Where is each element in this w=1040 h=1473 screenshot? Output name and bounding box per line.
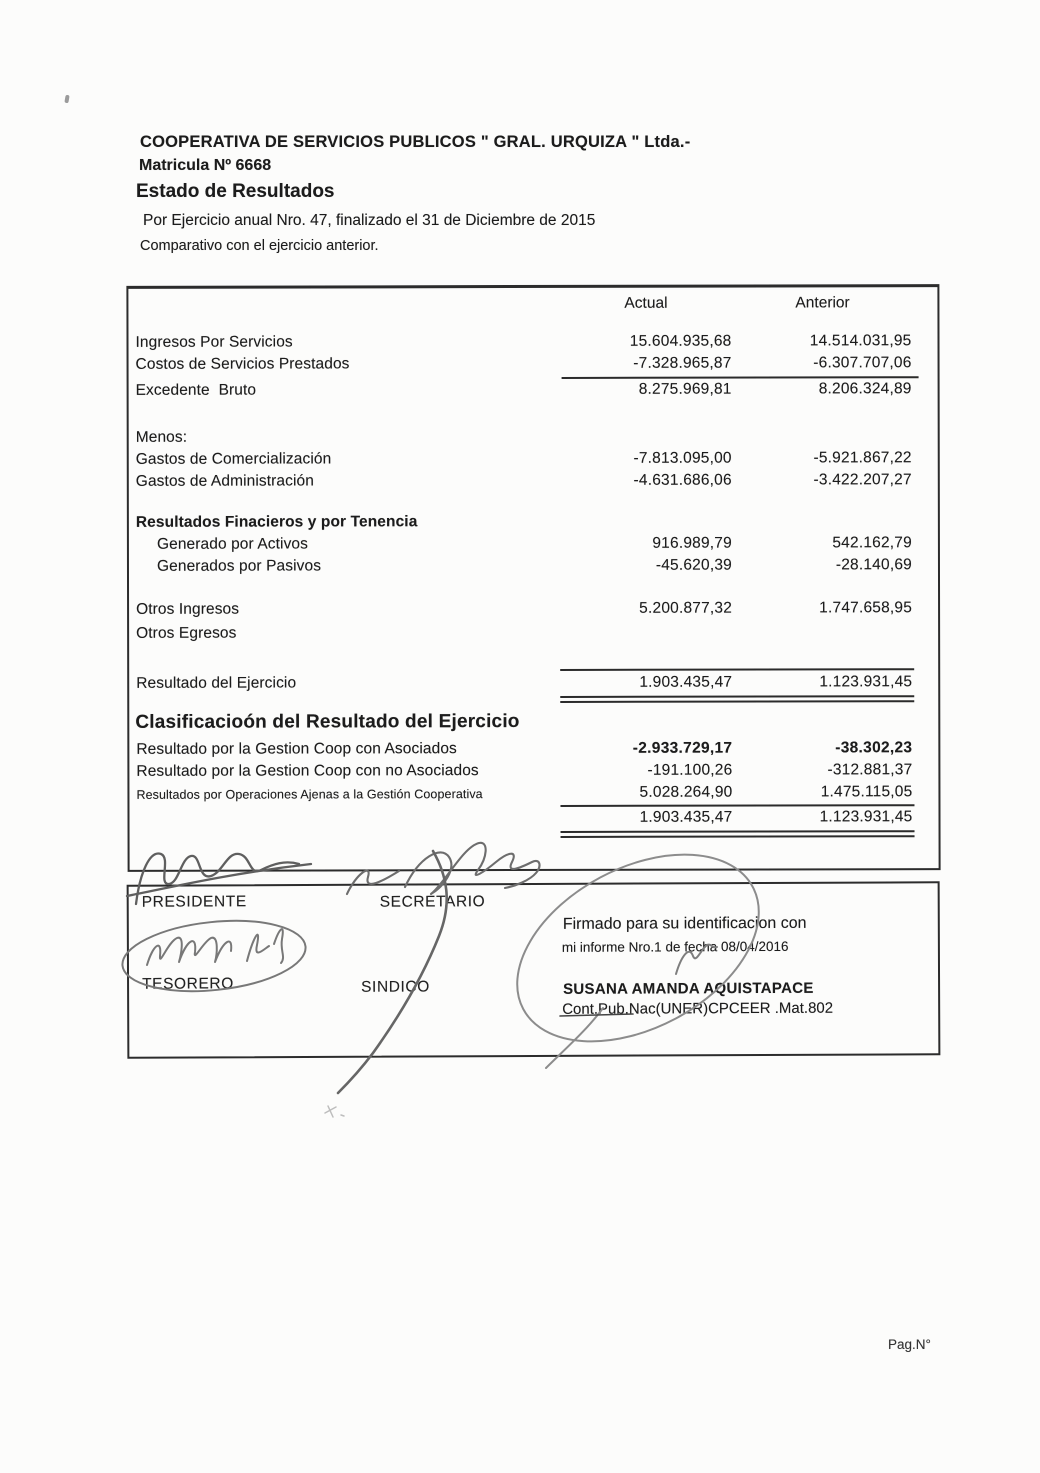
amount-anterior: 1.475.115,05 <box>820 783 913 801</box>
section-label: Resultados Finacieros y por Tenencia <box>135 513 418 531</box>
row-label: Generados por Pasivos <box>156 557 322 575</box>
classification-rule <box>560 804 914 807</box>
row-label: Menos: <box>135 428 188 446</box>
statement-row <box>129 673 938 695</box>
row-label: Resultados por Operaciones Ajenas a la Gestión Cooperativa <box>136 787 483 802</box>
amount-actual: 5.028.264,90 <box>639 783 733 801</box>
amount-actual: 916.989,79 <box>652 534 732 552</box>
statement-row <box>129 783 938 805</box>
amount-actual: 1.903.435,47 <box>639 808 733 826</box>
statement-row <box>129 427 938 449</box>
statement-row <box>129 599 938 621</box>
row-label: Otros Egresos <box>136 624 237 642</box>
amount-anterior: -28.140,69 <box>835 556 912 574</box>
amount-actual: 5.200.877,32 <box>639 599 733 617</box>
role-label-sindico: SINDICO <box>361 978 430 996</box>
statement-row <box>129 380 938 402</box>
row-label: Resultado del Ejercicio <box>136 674 297 692</box>
amount-anterior: -6.307.707,06 <box>813 354 912 372</box>
amount-anterior: 8.206.324,89 <box>818 380 912 398</box>
role-label-tesorero: TESORERO <box>142 975 234 993</box>
amount-actual: -191.100,26 <box>647 761 733 779</box>
result-double-rule <box>560 695 914 703</box>
statement-row <box>128 332 937 354</box>
row-label: Gastos de Comercialización <box>135 450 332 468</box>
row-label: Generado por Activos <box>156 535 309 553</box>
amount-anterior: -38.302,23 <box>835 739 913 757</box>
subtotal-rule <box>562 376 919 379</box>
classification-double-rule <box>561 830 915 838</box>
document-title: Estado de Resultados <box>136 181 335 202</box>
column-header-actual: Actual <box>624 294 668 312</box>
amount-anterior: 1.123.931,45 <box>819 808 913 826</box>
statement-section-row <box>129 512 938 534</box>
page-number-label: Pag.N° <box>888 1337 931 1352</box>
comparative-note: Comparativo con el ejercicio anterior. <box>140 238 379 254</box>
signature-box <box>127 881 941 1059</box>
auditor-statement-line1: Firmado para su identificacion con <box>562 914 807 933</box>
row-label: Costos de Servicios Prestados <box>135 355 350 373</box>
amount-actual: -45.620,39 <box>655 556 732 574</box>
row-label: Resultado por la Gestion Coop con no Asociados <box>136 762 479 780</box>
statement-row <box>129 534 938 556</box>
matricula-number: Matricula Nº 6668 <box>139 157 272 174</box>
amount-anterior: -5.921.867,22 <box>813 449 912 467</box>
amount-actual: -4.631.686,06 <box>633 471 732 489</box>
auditor-credentials: Cont.Pub.Nac(UNER)CPCEER .Mat.802 <box>562 999 834 1018</box>
amount-actual: -2.933.729,17 <box>632 739 733 757</box>
faint-pen-marks <box>325 1106 344 1117</box>
amount-anterior: -312.881,37 <box>827 761 913 779</box>
amount-actual: 8.275.969,81 <box>638 380 732 398</box>
amount-anterior: 14.514.031,95 <box>809 332 912 350</box>
statement-box <box>126 284 940 872</box>
company-name: COOPERATIVA DE SERVICIOS PUBLICOS " GRAL. URQUIZA " Ltda.- <box>140 133 691 151</box>
statement-row <box>129 556 938 578</box>
statement-total-row <box>129 808 938 830</box>
statement-row <box>129 761 938 783</box>
result-top-rule <box>560 668 914 671</box>
row-label: Otros Ingresos <box>136 600 240 618</box>
fiscal-period: Por Ejercicio anual Nro. 47, finalizado el 31 de Diciembre de 2015 <box>143 212 596 229</box>
amount-actual: 15.604.935,68 <box>629 332 732 350</box>
auditor-statement-line2: mi informe Nro.1 de fecha 08/04/2016 <box>561 938 789 955</box>
row-label: Resultado por la Gestion Coop con Asociados <box>136 740 457 758</box>
auditor-name: SUSANA AMANDA AQUISTAPACE <box>563 979 814 998</box>
statement-row <box>129 623 938 645</box>
statement-row <box>129 471 938 493</box>
statement-row <box>129 354 938 376</box>
statement-row <box>129 739 938 761</box>
amount-actual: -7.328.965,87 <box>633 354 732 372</box>
amount-anterior: 1.747.658,95 <box>819 599 913 617</box>
row-label: Gastos de Administración <box>135 472 314 490</box>
role-label-presidente: PRESIDENTE <box>141 893 247 911</box>
amount-actual: -7.813.095,00 <box>633 449 732 467</box>
amount-anterior: 542.162,79 <box>832 534 912 552</box>
amount-anterior: -3.422.207,27 <box>813 471 912 489</box>
statement-row <box>129 449 938 471</box>
amount-actual: 1.903.435,47 <box>639 673 733 691</box>
scan-speck <box>64 95 69 104</box>
role-label-secretario: SECRETARIO <box>379 893 486 911</box>
classification-heading: Clasificacioón del Resultado del Ejercicio <box>135 711 520 733</box>
column-header-anterior: Anterior <box>795 294 850 312</box>
row-label: Excedente Bruto <box>135 381 257 399</box>
row-label: Ingresos Por Servicios <box>135 333 293 351</box>
amount-anterior: 1.123.931,45 <box>819 673 913 691</box>
